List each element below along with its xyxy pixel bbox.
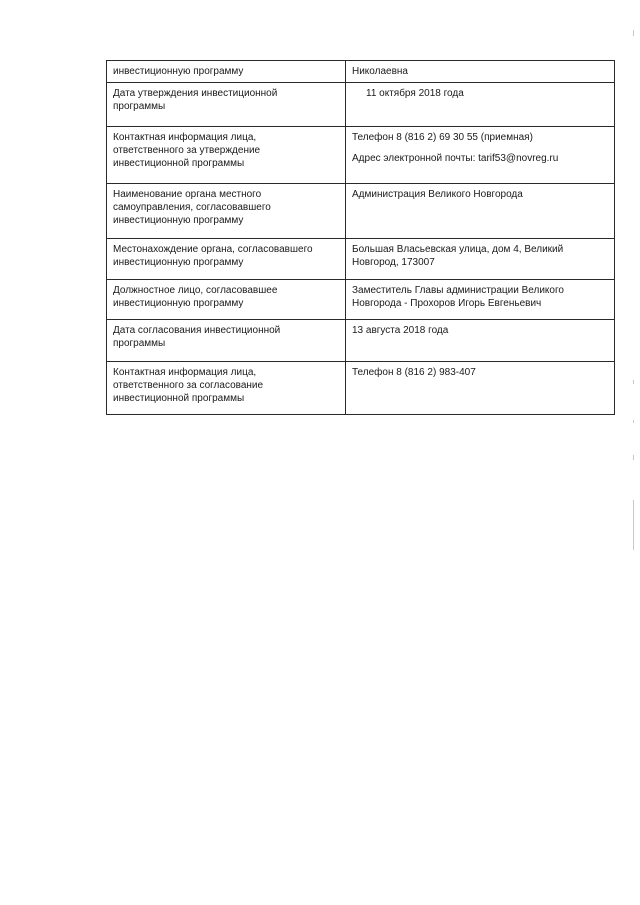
table-row: [107, 239, 615, 280]
row-value-cell: [346, 362, 615, 415]
scan-artifact: [633, 500, 634, 550]
row-value-cell: [346, 127, 615, 184]
approval-date-value: 11 октября 2018 года: [366, 88, 464, 99]
spacer: [352, 144, 608, 152]
row-label-cell: [107, 83, 346, 127]
row-value: Заместитель Главы администрации Великого Новгорода - Прохоров Игорь Евгеньевич: [352, 285, 564, 309]
row-label: Местонахождение органа, согласовавшего инвестиционную программу: [113, 244, 313, 268]
row-label-cell: [107, 239, 346, 280]
scan-artifact: [633, 455, 634, 460]
table-row: [107, 61, 615, 83]
row-label: Контактная информация лица, ответственного за согласование инвестиционной программы: [113, 367, 264, 404]
row-value-cell: [346, 320, 615, 362]
row-label: Контактная информация лица, ответственного за утверждение инвестиционной программы: [113, 132, 261, 169]
row-value: Телефон 8 (816 2) 983-407: [352, 367, 476, 378]
table-row: [107, 184, 615, 239]
table-row: [107, 320, 615, 362]
table-row: [107, 127, 615, 184]
row-label-cell: [107, 362, 346, 415]
table-row: [107, 362, 615, 415]
investment-program-info-table: [106, 60, 615, 415]
row-value-cell: [346, 239, 615, 280]
phone-value: Телефон 8 (816 2) 69 30 55 (приемная): [352, 132, 533, 143]
row-label: Наименование органа местного самоуправления, согласовавшего инвестиционную программу: [113, 189, 271, 226]
row-value: Администрация Великого Новгорода: [352, 189, 523, 200]
row-label: Дата согласования инвестиционной программы: [113, 325, 281, 349]
scan-artifact: [633, 420, 634, 423]
scan-artifact: [633, 380, 634, 384]
row-label-cell: [107, 184, 346, 239]
row-label-cell: [107, 127, 346, 184]
row-label: инвестиционную программу: [113, 66, 244, 77]
row-value-cell: [346, 61, 615, 83]
row-label-cell: [107, 320, 346, 362]
row-label: Должностное лицо, согласовавшее инвестиционную программу: [113, 285, 278, 309]
row-value: Большая Власьевская улица, дом 4, Великий Новгород, 173007: [352, 244, 564, 268]
email-value: Адрес электронной почты: tarif53@novreg.ru: [352, 153, 559, 164]
row-value-cell: [346, 184, 615, 239]
table-row: [107, 280, 615, 320]
row-value-cell: [346, 83, 615, 127]
row-label: Дата утверждения инвестиционной программы: [113, 88, 278, 112]
row-label-cell: [107, 61, 346, 83]
row-value: 13 августа 2018 года: [352, 325, 449, 336]
row-value: Николаевна: [352, 66, 408, 77]
row-value-cell: [346, 280, 615, 320]
scan-artifact: [633, 30, 634, 36]
table-row: [107, 83, 615, 127]
row-label-cell: [107, 280, 346, 320]
